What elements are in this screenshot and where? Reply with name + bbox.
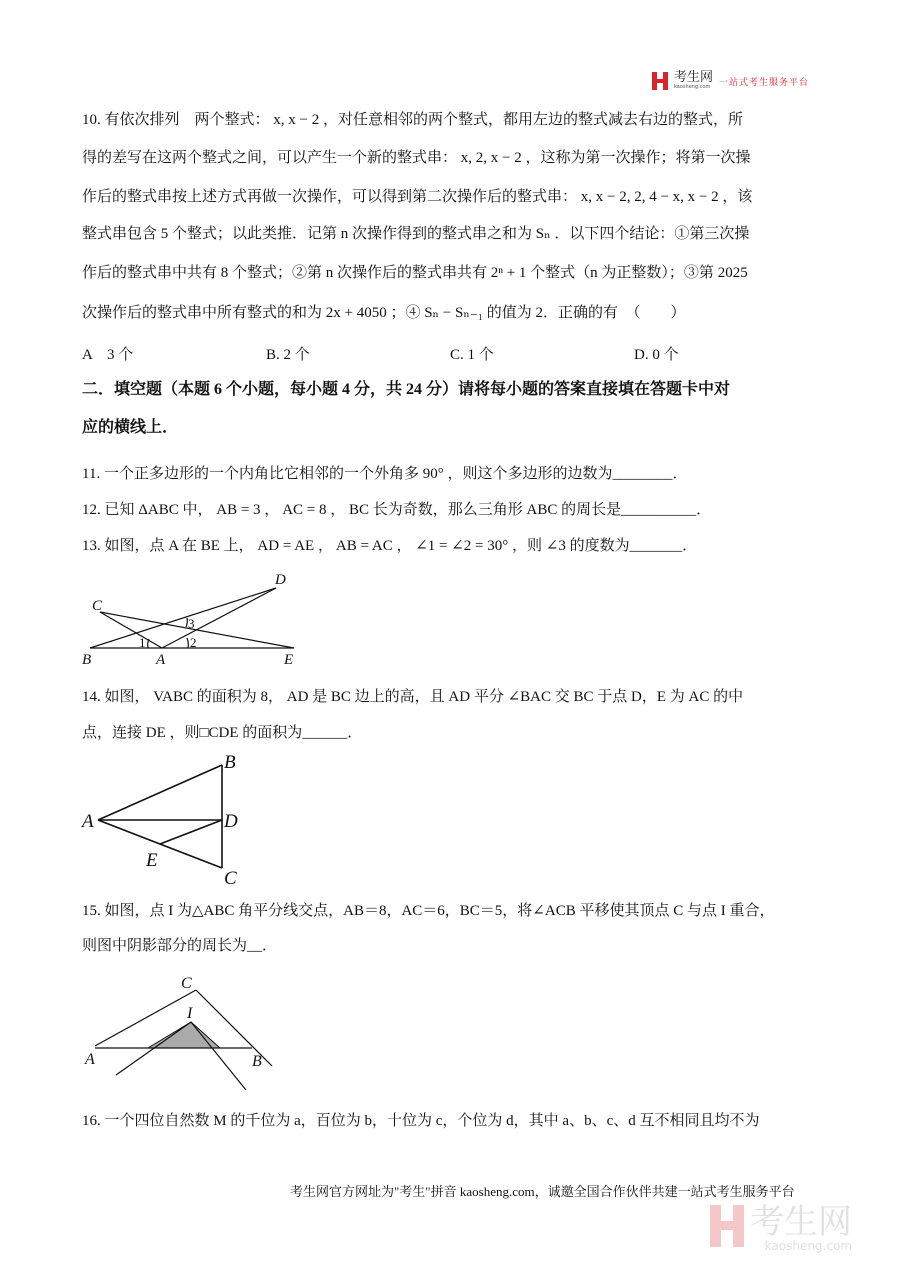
q10-line: 作后的整式串中共有 8 个整式；②第 n 次操作后的整式串共有 2ⁿ + 1 个整式（n 为正整数）；③第 2025: [82, 265, 748, 281]
q15-line: 则图中阴影部分的周长为__．: [82, 938, 278, 954]
q10-line: 作后的整式串按上述方式再做一次操作，可以得到第二次操作后的整式串： x, x − 2, 2, 4 − x, x − 2 ，该: [82, 189, 753, 205]
q16-text: 16. 一个四位自然数 M 的千位为 a，百位为 b，十位为 c，个位为 d，其中 a、b、c、d 互不相同且均不为: [82, 1113, 760, 1129]
fig13-label-d: D: [275, 572, 286, 588]
watermark-name: 考生网: [750, 1202, 852, 1242]
q10-option-a: A 3 个: [82, 347, 134, 363]
logo-name: 考生网: [674, 70, 714, 85]
fig14-label-e: E: [146, 850, 158, 871]
q10-line: 次操作后的整式串中所有整式的和为 2x + 4050 ；④ Sₙ − Sₙ₋₁ 的值为 2．正确的有 （ ）: [82, 305, 686, 321]
fig13-label-a: A: [156, 652, 166, 668]
fig13-angle-3: 3: [188, 616, 195, 631]
section-heading: 二．填空题（本题 6 个小题，每小题 4 分，共 24 分）请将每小题的答案直接填在答题卡中对: [82, 381, 731, 398]
q13-text: 13. 如图，点 A 在 BE 上， AD = AE ， AB = AC ， ∠1 = ∠2 = 30° ，则 ∠3 的度数为_______．: [82, 538, 698, 554]
watermark: [710, 1202, 852, 1253]
fig15-label-i: I: [187, 1005, 193, 1022]
q11-text: 11. 一个正多边形的一个内角比它相邻的一个外角多 90° ，则这个多边形的边数为________．: [82, 466, 688, 482]
section-heading: 应的横线上．: [82, 419, 179, 436]
fig13-angle-1: 1: [139, 635, 146, 650]
fig13-label-c: C: [92, 598, 103, 614]
q10-line: 10. 有依次排列 两个整式： x, x − 2 ，对任意相邻的两个整式，都用左边的整式减去右边的整式，所: [82, 112, 743, 128]
fig15-label-b: B: [252, 1053, 262, 1070]
fig14-label-d: D: [224, 811, 238, 832]
figure-q14: [98, 765, 222, 868]
q14-line: 点，连接 DE ，则□CDE 的面积为______．: [82, 725, 363, 741]
fig14-label-b: B: [224, 752, 236, 773]
fig13-label-b: B: [82, 652, 92, 668]
q12-text: 12. 已知 ΔABC 中， AB = 3 ， AC = 8 ， BC 长为奇数，那么三角形 ABC 的周长是__________．: [82, 502, 712, 518]
fig15-label-c: C: [181, 975, 192, 992]
q14-line: 14. 如图， VABC 的面积为 8， AD 是 BC 边上的高，且 AD 平分 ∠BAC 交 BC 于点 D，E 为 AC 的中: [82, 689, 744, 705]
q10-option-d: D. 0 个: [634, 347, 679, 363]
fig13-angle-2: 2: [190, 635, 197, 650]
q10-line: 得的差写在这两个整式之间，可以产生一个新的整式串： x, 2, x − 2 ，这称为第一次操作；将第一次操: [82, 150, 751, 166]
watermark-logo-icon: [710, 1205, 744, 1247]
fig14-label-c: C: [224, 868, 237, 889]
logo-url: kaosheng.com: [674, 84, 711, 90]
fig15-label-a: A: [85, 1051, 95, 1068]
watermark-url: kaosheng.com: [764, 1239, 852, 1253]
q15-line: 15. 如图，点 I 为△ABC 角平分线交点，AB＝8，AC＝6，BC＝5，将∠ACB 平移使其顶点 C 与点 I 重合，: [82, 903, 775, 919]
q10-option-c: C. 1 个: [450, 347, 494, 363]
fig14-label-a: A: [82, 811, 94, 832]
footer-text: 考生网官方网址为"考生"拼音 kaosheng.com，诚邀全国合作伙伴共建一站式考生服务平台: [290, 1184, 795, 1199]
q10-option-b: B. 2 个: [266, 347, 310, 363]
q10-line: 整式串包含 5 个整式；以此类推．记第 n 次操作得到的整式串之和为 Sₙ ．以下四个结论：①第三次操: [82, 226, 750, 242]
fig13-label-e: E: [284, 652, 294, 668]
figure-q15: [95, 990, 272, 1090]
logo-slogan: 一站式考生服务平台: [719, 77, 810, 88]
